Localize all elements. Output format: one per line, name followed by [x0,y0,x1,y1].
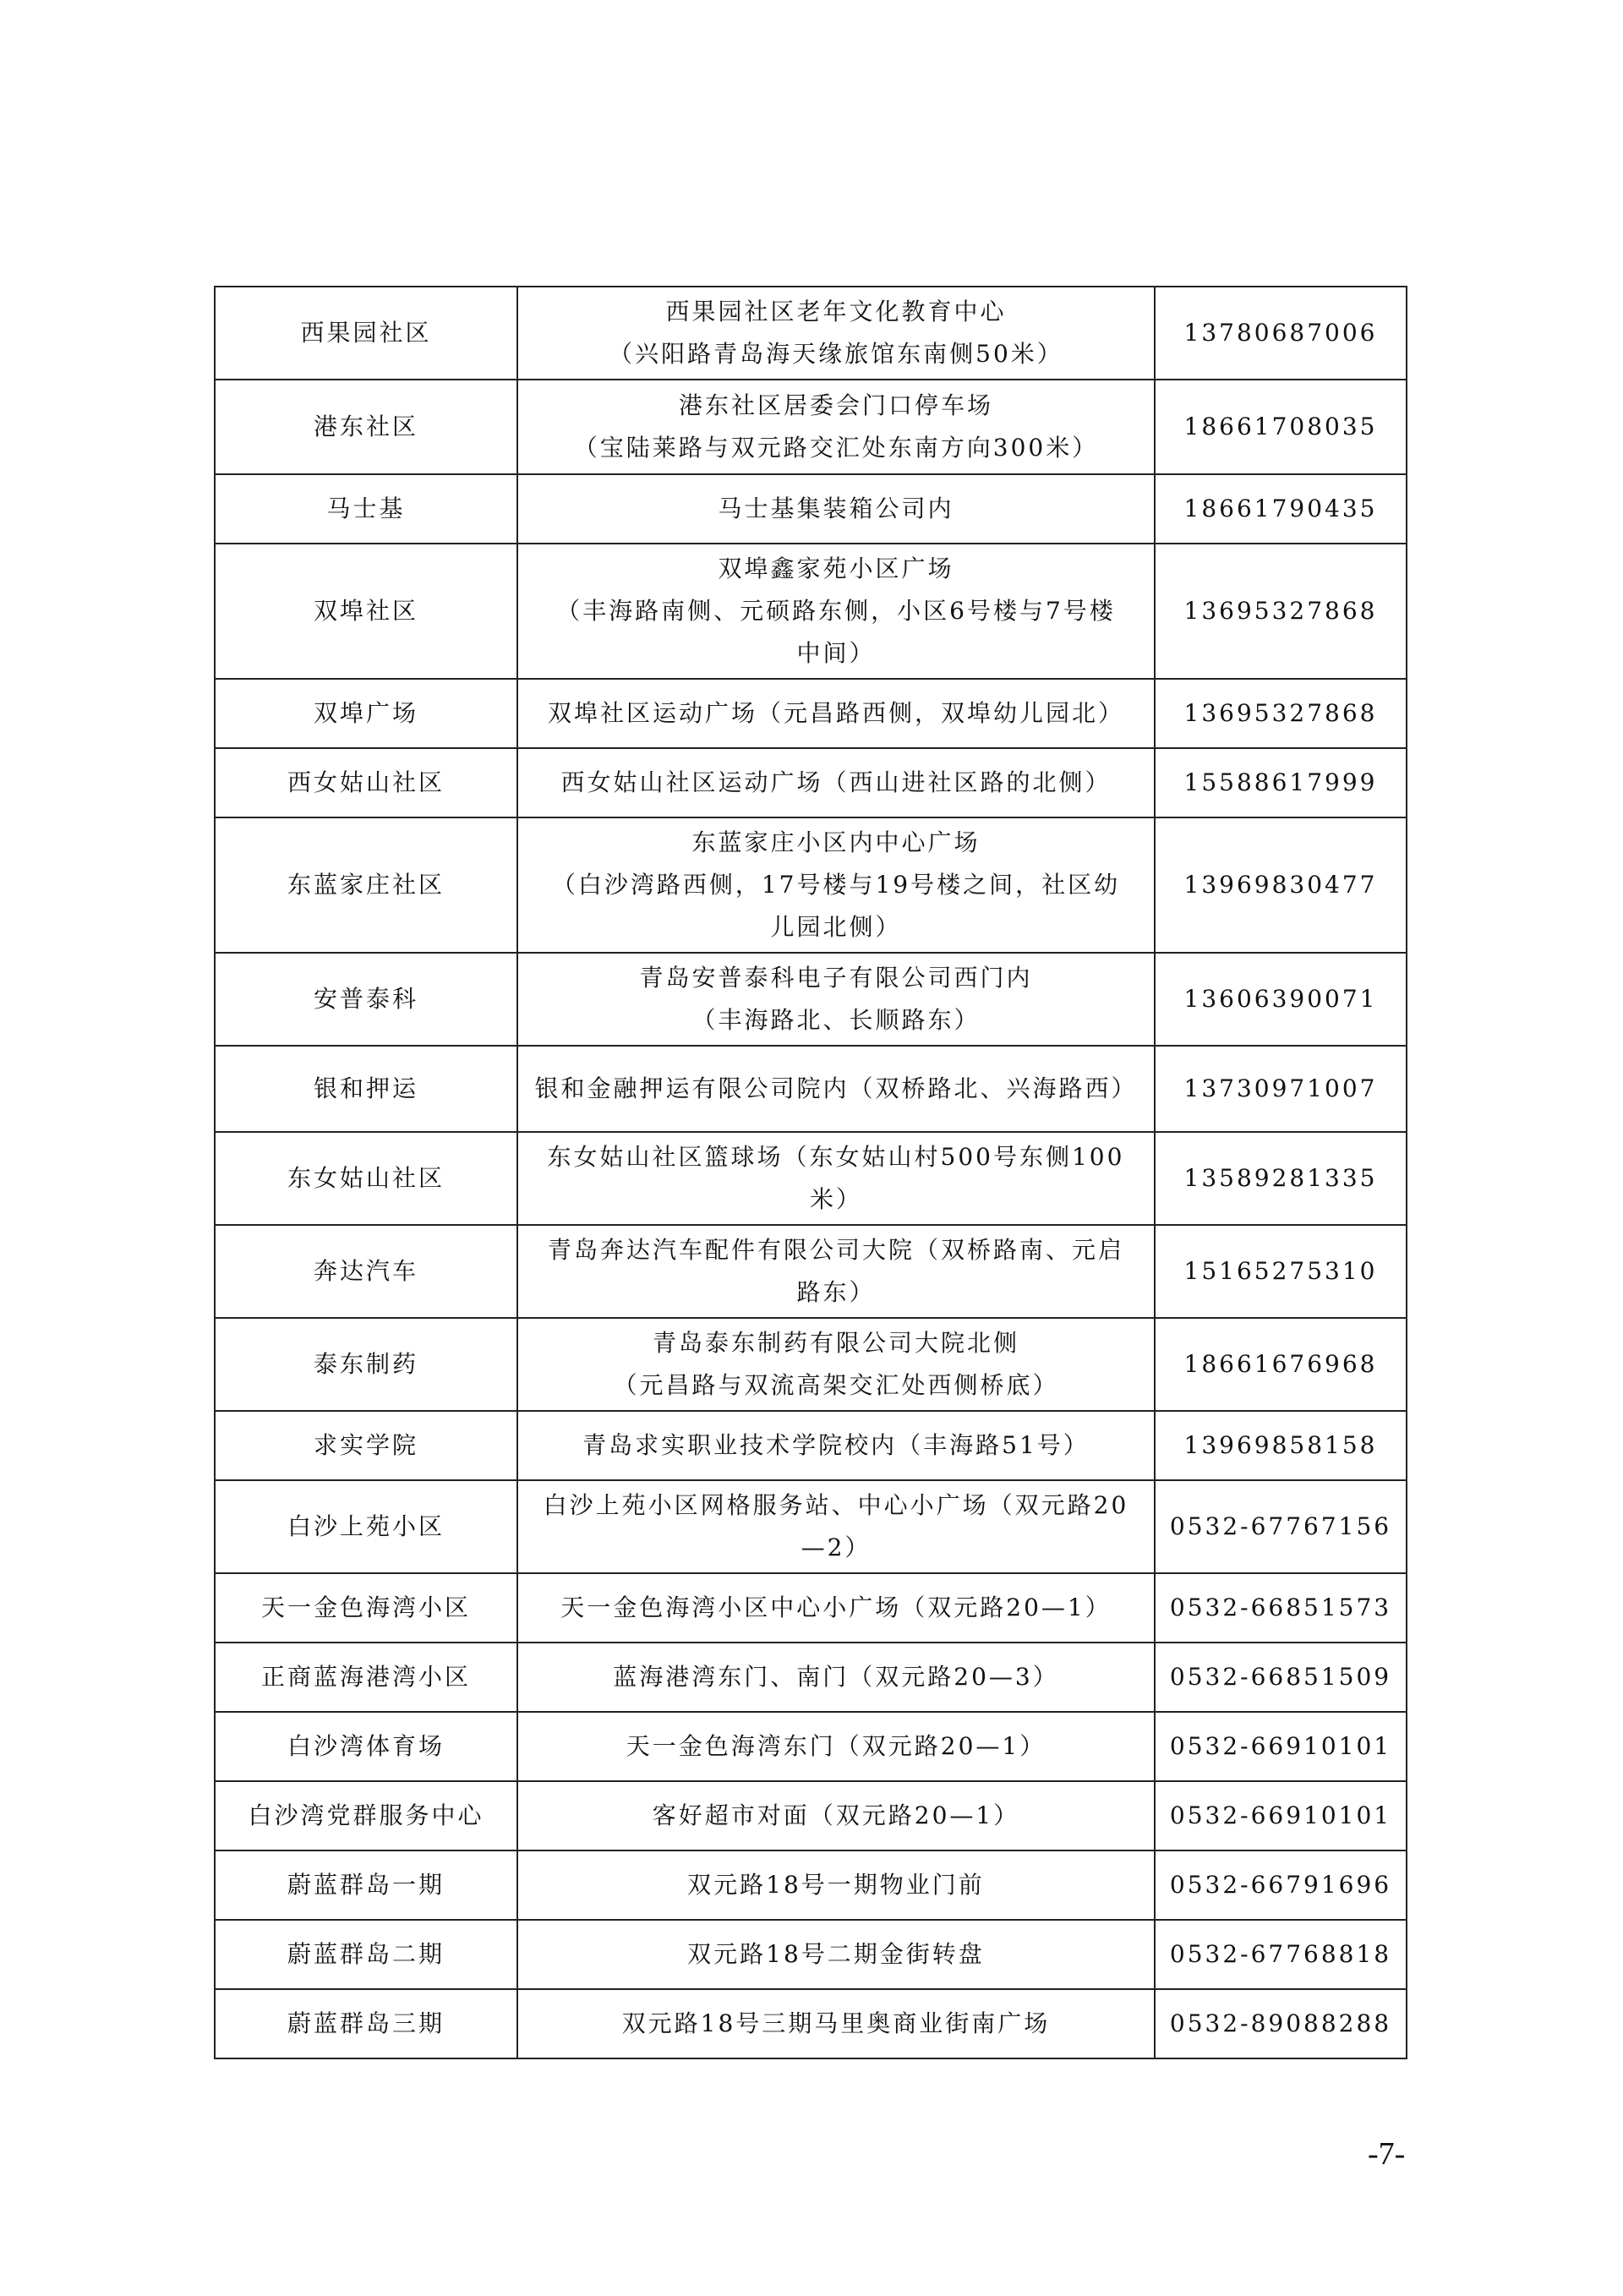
site-phone-cell: 13695327868 [1155,544,1407,679]
table-row [215,1850,1407,1920]
site-phone-cell: 18661790435 [1155,474,1407,544]
site-location-line: 青岛泰东制药有限公司大院北侧 [652,1329,1019,1357]
site-location-cell [517,1046,1155,1132]
site-phone-cell: 18661708035 [1155,380,1407,474]
site-location-line: （丰海路南侧、元硕路东侧，小区6号楼与7号楼 [556,597,1116,625]
site-name-cell: 双埠社区 [215,544,517,679]
site-location-line: 银和金融押运有限公司院内（双桥路北、兴海路西） [534,1074,1138,1102]
site-name-cell: 求实学院 [215,1411,517,1480]
site-location-line: 天一金色海湾东门（双元路20—1） [626,1732,1046,1760]
table-row [215,1712,1407,1781]
site-phone-cell: 13589281335 [1155,1132,1407,1225]
site-location-line: （元昌路与双流高架交汇处西侧桥底） [613,1371,1059,1399]
site-phone-cell: 0532-66851573 [1155,1573,1407,1643]
site-location-line: —2） [801,1533,872,1561]
site-name-cell: 白沙湾党群服务中心 [215,1781,517,1850]
site-location-line: （丰海路北、长顺路东） [691,1006,981,1034]
site-location-line: 西果园社区老年文化教育中心 [665,298,1007,325]
table-row [215,1225,1407,1318]
site-location-cell [517,1573,1155,1643]
table-row [215,1318,1407,1411]
table-row [215,1643,1407,1712]
table-row [215,474,1407,544]
site-location-cell [517,1132,1155,1225]
table-row [215,544,1407,679]
table-row [215,953,1407,1046]
site-phone-cell: 15588617999 [1155,748,1407,817]
site-location-cell [517,1318,1155,1411]
table-row [215,1573,1407,1643]
site-name-cell: 蔚蓝群岛三期 [215,1989,517,2058]
site-name-cell: 双埠广场 [215,679,517,748]
site-location-line: 中间） [796,639,876,667]
site-location-line: 港东社区居委会门口停车场 [678,391,993,419]
site-phone-cell: 0532-89088288 [1155,1989,1407,2058]
site-location-line: 双元路18号一期物业门前 [687,1871,985,1899]
site-location-line: 东女姑山社区篮球场（东女姑山村500号东侧100 [547,1143,1125,1171]
site-location-line: 青岛求实职业技术学院校内（丰海路51号） [582,1431,1090,1459]
site-phone-cell: 0532-67768818 [1155,1920,1407,1989]
site-location-line: （白沙湾路西侧，17号楼与19号楼之间，社区幼 [551,871,1121,899]
table-row [215,748,1407,817]
site-name-cell: 奔达汽车 [215,1225,517,1318]
site-location-line: 双埠鑫家苑小区广场 [718,555,954,582]
table-row [215,1046,1407,1132]
site-location-line: 青岛奔达汽车配件有限公司大院（双桥路南、元启 [547,1236,1124,1264]
site-location-cell [517,474,1155,544]
table-row [215,1781,1407,1850]
page-number: -7- [1368,2136,1406,2172]
site-phone-cell: 13969858158 [1155,1411,1407,1480]
site-location-line: 天一金色海湾小区中心小广场（双元路20—1） [560,1594,1112,1621]
site-name-cell: 白沙湾体育场 [215,1712,517,1781]
site-location-cell [517,1920,1155,1989]
site-name-cell: 港东社区 [215,380,517,474]
table-row [215,679,1407,748]
site-location-line: 双元路18号二期金街转盘 [687,1940,985,1968]
site-location-line: （宝陆莱路与双元路交汇处东南方向300米） [573,434,1099,462]
site-location-cell [517,1989,1155,2058]
site-location-cell [517,287,1155,380]
site-location-line: 双埠社区运动广场（元昌路西侧，双埠幼儿园北） [547,699,1124,727]
sites-table-wrapper [214,286,1406,2059]
site-name-cell: 西果园社区 [215,287,517,380]
site-name-cell: 蔚蓝群岛一期 [215,1850,517,1920]
table-row [215,1132,1407,1225]
site-location-cell [517,817,1155,953]
site-location-line: 东蓝家庄小区内中心广场 [691,828,981,856]
site-phone-cell: 0532-66791696 [1155,1850,1407,1920]
table-row [215,1480,1407,1573]
site-location-cell [517,953,1155,1046]
table-row [215,817,1407,953]
site-phone-cell: 13969830477 [1155,817,1407,953]
site-name-cell: 泰东制药 [215,1318,517,1411]
site-name-cell: 天一金色海湾小区 [215,1573,517,1643]
site-name-cell: 银和押运 [215,1046,517,1132]
site-name-cell: 东蓝家庄社区 [215,817,517,953]
site-location-line: 青岛安普泰科电子有限公司西门内 [639,964,1033,992]
table-row [215,1920,1407,1989]
table-row [215,1989,1407,2058]
site-location-cell [517,1850,1155,1920]
site-phone-cell: 13780687006 [1155,287,1407,380]
site-phone-cell: 0532-66910101 [1155,1781,1407,1850]
site-location-cell [517,679,1155,748]
site-phone-cell: 13606390071 [1155,953,1407,1046]
site-location-line: 儿园北侧） [770,913,902,941]
site-name-cell: 蔚蓝群岛二期 [215,1920,517,1989]
site-location-line: 西女姑山社区运动广场（西山进社区路的北侧） [560,768,1112,796]
site-phone-cell: 0532-67767156 [1155,1480,1407,1573]
table-row [215,380,1407,474]
site-name-cell: 正商蓝海港湾小区 [215,1643,517,1712]
sites-table-body [215,287,1407,2058]
site-phone-cell: 18661676968 [1155,1318,1407,1411]
site-phone-cell: 0532-66851509 [1155,1643,1407,1712]
table-row [215,287,1407,380]
site-location-cell [517,1411,1155,1480]
site-phone-cell: 13695327868 [1155,679,1407,748]
site-phone-cell: 0532-66910101 [1155,1712,1407,1781]
site-location-cell [517,1480,1155,1573]
sites-table [214,286,1407,2059]
site-phone-cell: 13730971007 [1155,1046,1407,1132]
site-location-line: 路东） [796,1278,876,1306]
site-location-cell [517,1781,1155,1850]
site-location-line: 蓝海港湾东门、南门（双元路20—3） [613,1663,1059,1691]
site-phone-cell: 15165275310 [1155,1225,1407,1318]
site-name-cell: 马士基 [215,474,517,544]
site-location-line: 客好超市对面（双元路20—1） [652,1801,1020,1829]
site-name-cell: 白沙上苑小区 [215,1480,517,1573]
site-location-line: 马士基集装箱公司内 [718,495,954,522]
site-location-line: （兴阳路青岛海天缘旅馆东南侧50米） [609,340,1063,368]
site-location-cell [517,1712,1155,1781]
site-location-cell [517,544,1155,679]
site-name-cell: 东女姑山社区 [215,1132,517,1225]
site-location-cell [517,1643,1155,1712]
site-location-line: 双元路18号三期马里奥商业街南广场 [621,2009,1051,2037]
site-name-cell: 安普泰科 [215,953,517,1046]
site-location-cell [517,380,1155,474]
site-location-cell [517,1225,1155,1318]
site-location-line: 白沙上苑小区网格服务站、中心小广场（双元路20 [543,1491,1129,1519]
site-name-cell: 西女姑山社区 [215,748,517,817]
site-location-cell [517,748,1155,817]
table-row [215,1411,1407,1480]
site-location-line: 米） [809,1185,862,1213]
